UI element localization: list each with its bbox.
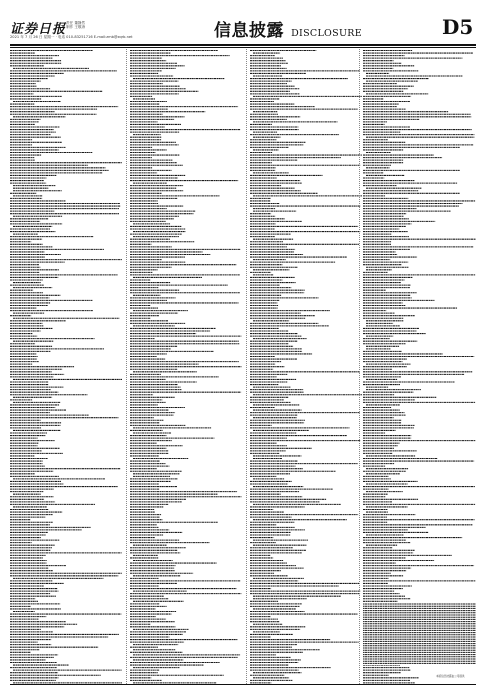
editor-credits: 责任 董静然 制作 王敬涛 (66, 21, 86, 30)
page-number: D5 (442, 15, 474, 39)
text-column-3 (250, 49, 362, 684)
greeked-text-lines (10, 49, 122, 684)
newspaper-logo: 证券日报 (10, 22, 67, 37)
text-column-1 (10, 49, 122, 684)
header-rule-thick (10, 44, 476, 46)
section-title (214, 16, 362, 41)
column-divider (359, 49, 360, 684)
dateline: 2021 年 7 月 26 日 星期一 · 电话 010-83251716 E-mail:zmb@zqrb.net (10, 35, 133, 39)
text-column-4 (363, 49, 476, 684)
column-divider (126, 49, 127, 684)
text-column-2 (130, 49, 242, 684)
columns-area (10, 49, 476, 685)
section-title-chinese: 信息披露 (214, 21, 284, 41)
section-title-english: DISCLOSURE (291, 28, 362, 39)
header-rule-thin (10, 47, 476, 48)
column-divider (246, 49, 247, 684)
greeked-text-lines (130, 49, 242, 684)
greeked-text-lines (250, 49, 362, 684)
footer-note: 本版信息披露由公司提供 (436, 675, 465, 678)
masthead (10, 15, 476, 42)
greeked-text-lines (363, 49, 476, 684)
